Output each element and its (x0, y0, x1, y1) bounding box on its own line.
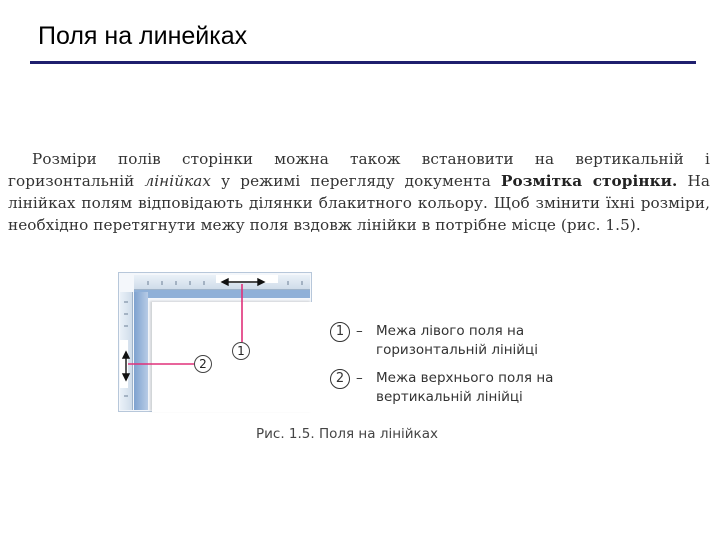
body-paragraph (8, 148, 710, 236)
callout-2: 2 (194, 355, 212, 373)
legend-text-2: Межа верхнього поля на вертикальній лінійці (376, 370, 554, 405)
body-text-part-1: Розміри полів сторінки можна також встановити на вертикальній і горизонтальній (8, 150, 710, 190)
figure-caption: Рис. 1.5. Поля на лінійках (256, 426, 438, 442)
figure-overlay (118, 272, 312, 412)
pointer-lines (128, 284, 242, 364)
body-text-part-2: у режимі перегляду документа (211, 172, 501, 190)
body-text-italic: лінійках (144, 172, 212, 190)
vertical-double-arrow-icon (123, 352, 129, 380)
horizontal-double-arrow-icon (222, 279, 264, 285)
legend-dash-1: – (356, 323, 363, 339)
body-text-part-3: На лінійках полям відповідають ділянки блакитного кольору. Щоб змінити їхні розміри, необхідно перетягнути межу поля вздовж лінійки в потрібне місце (рис. 1.5). (8, 172, 710, 234)
ruler-ticks (124, 281, 302, 396)
callout-1: 1 (232, 342, 250, 360)
legend-dash-2: – (356, 370, 363, 386)
figure-screenshot (118, 272, 312, 412)
legend-text-1: Межа лівого поля на горизонтальній лінійці (376, 323, 538, 358)
legend-number-1: 1 (330, 322, 350, 342)
legend-number-2: 2 (330, 369, 350, 389)
body-text-bold: Розмітка сторінки. (500, 172, 678, 190)
title-underline (30, 61, 696, 64)
slide-title: Поля на линейках (38, 22, 248, 50)
